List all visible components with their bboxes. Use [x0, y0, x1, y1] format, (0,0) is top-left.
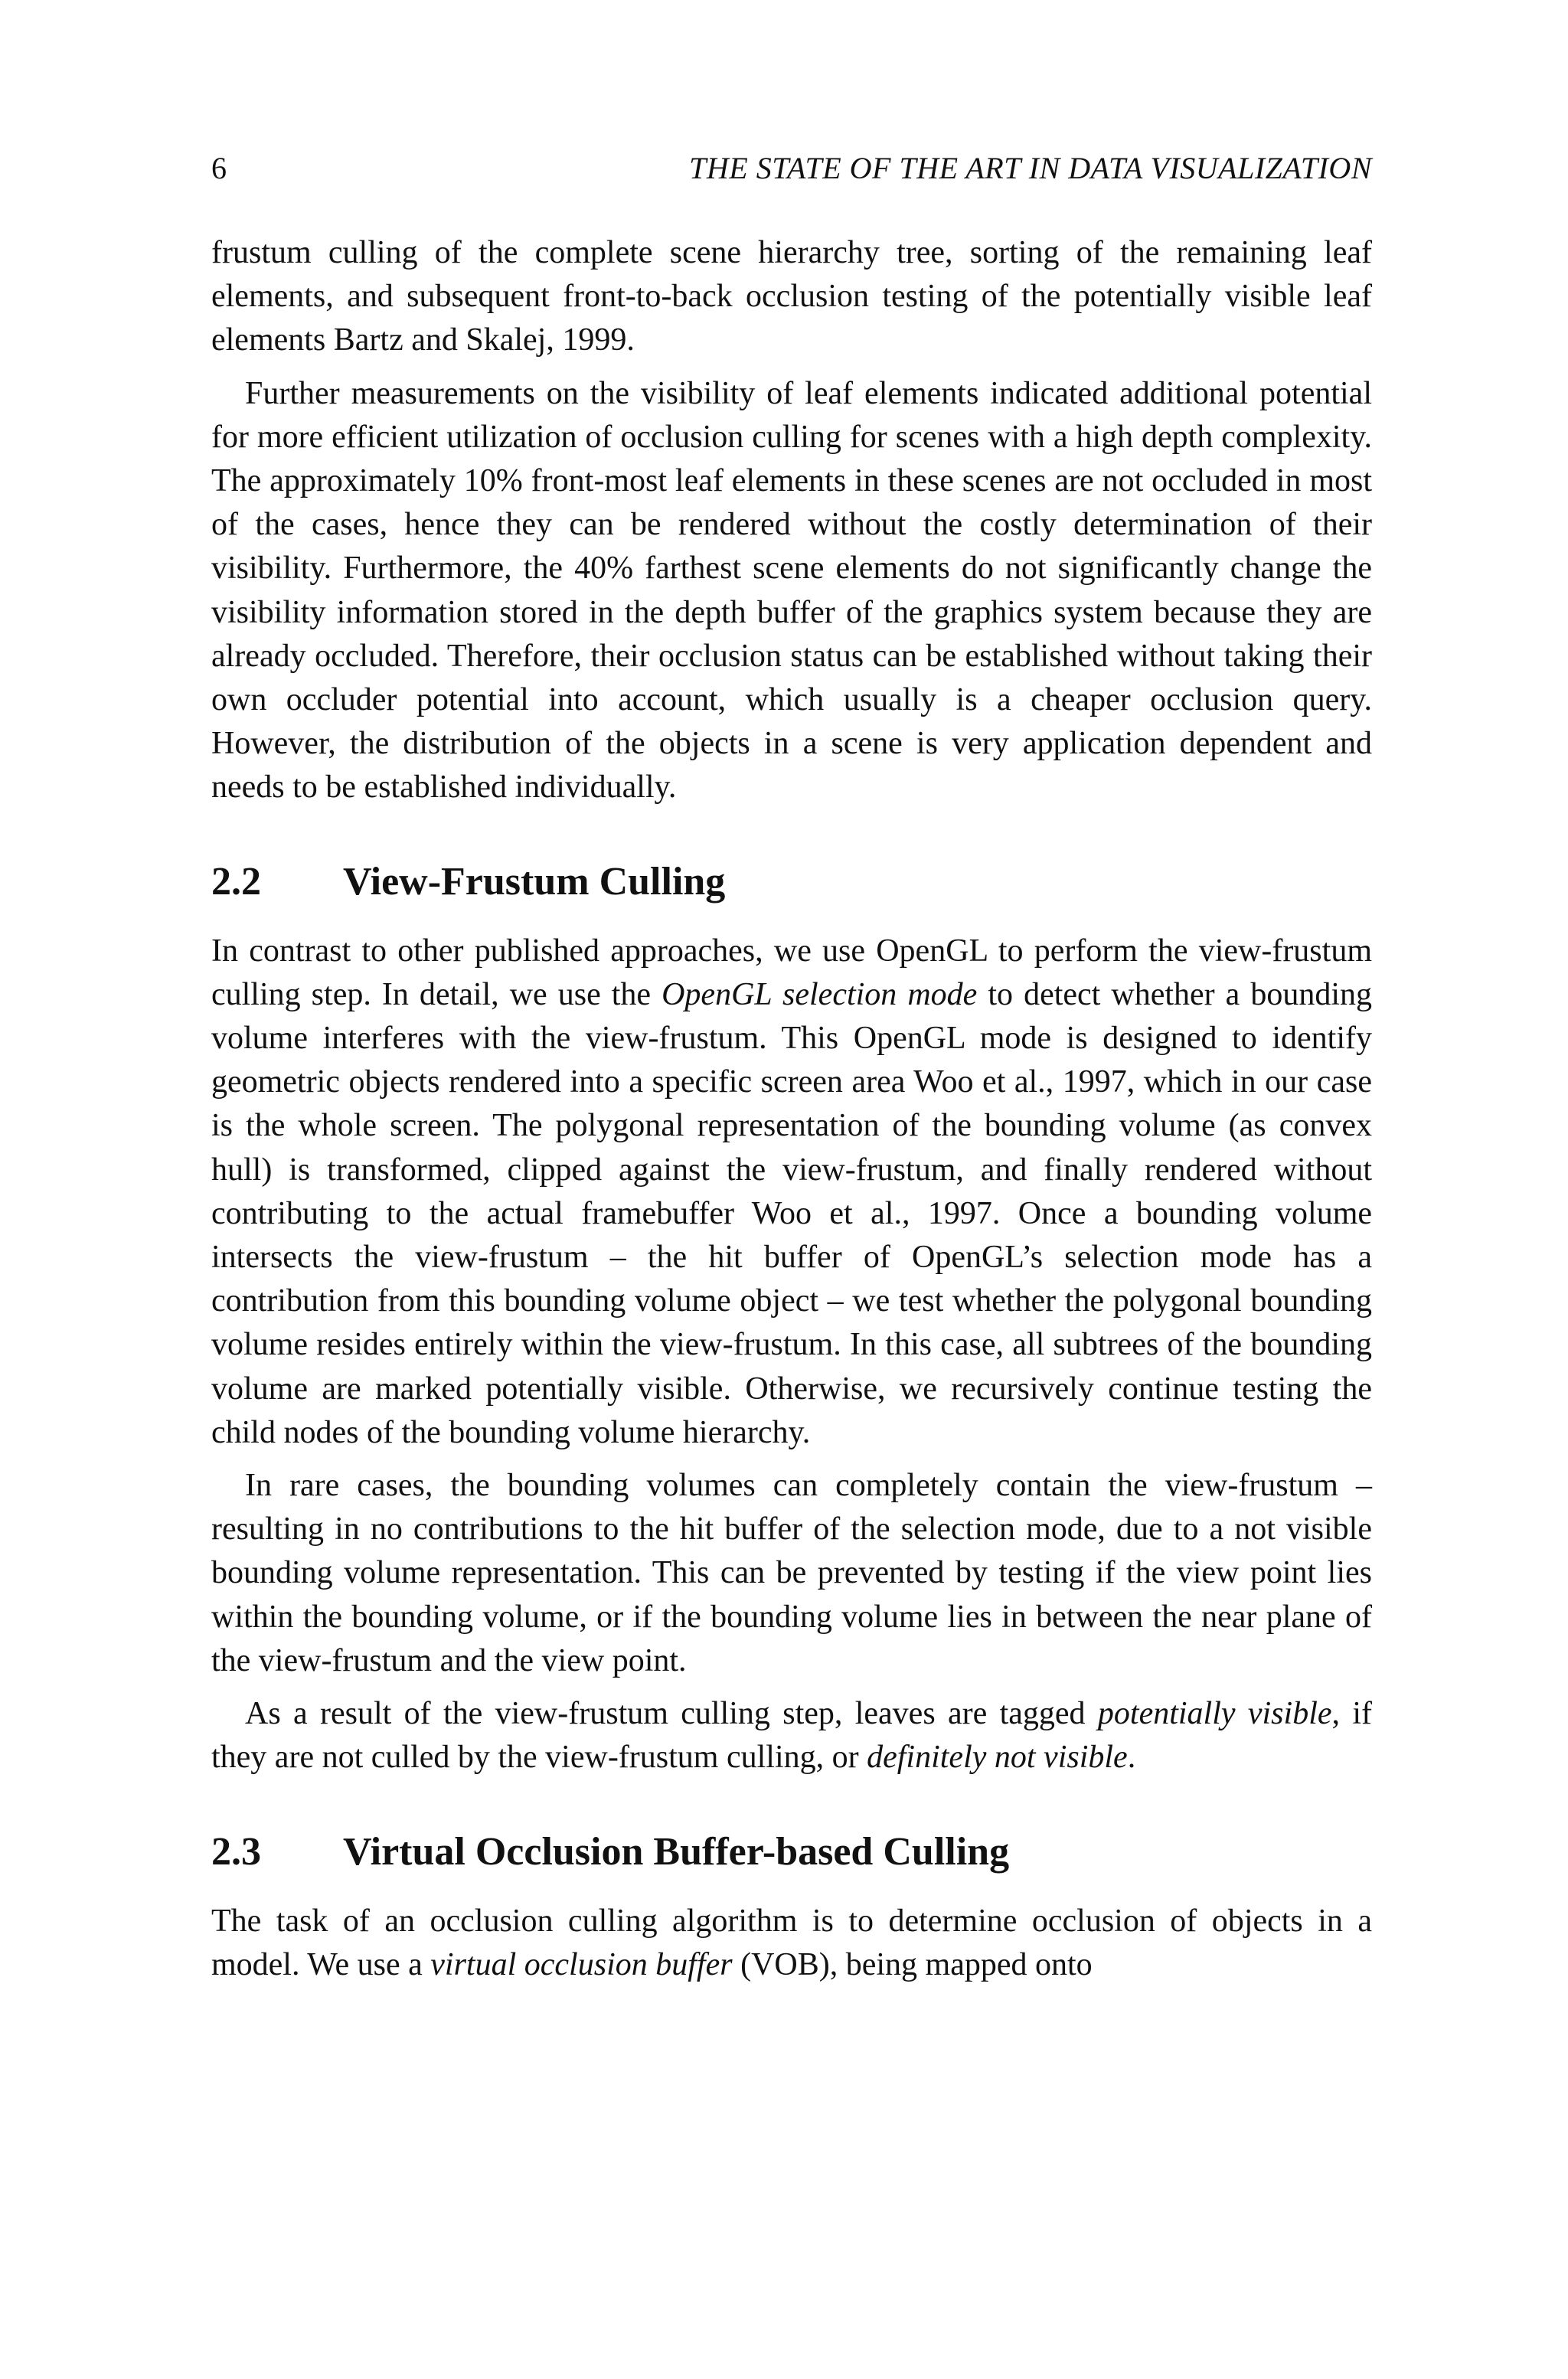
text-run: . [1127, 1740, 1136, 1776]
section-heading-2-2 [211, 858, 1372, 907]
emphasis-virtual-occlusion-buffer: virtual occlusion buffer [430, 1946, 733, 1982]
paragraph-leaf-measurements: Further measurements on the visibility of leaf elements indicated additional potential for more efficient utilization of occlusion culling for scenes with a high depth complexity. The approximately 10% front-most leaf elements in these scenes are not occluded in most of the cases, hence they can be rendered without the costly determination of their visibility. Furthermore, the 40% farthest scene elements do not significantly change the visibility information stored in the depth buffer of the graphics system because they are already occluded. Therefore, their occlusion status can be established without taking their own occluder potential into account, which usually is a cheaper occlusion query. However, the distribution of the objects in a scene is very application dependent and needs to be established individually. [211, 375, 1372, 806]
text-run: In contrast to other published approaches, we use OpenGL to perform the view-frustum culling step. In detail, we use the [211, 933, 1372, 1012]
text-run: (VOB), being mapped onto [732, 1946, 1093, 1982]
paragraph-result-tagging [211, 1692, 1372, 1779]
paragraph-continued: frustum culling of the complete scene hierarchy tree, sorting of the remaining leaf elements, and subsequent front-to-back occlusion testing of the potentially visible leaf elements Bartz and Skalej, 1999. [211, 235, 1372, 358]
running-header [211, 150, 1372, 187]
text-run: As a result of the view-frustum culling step, leaves are tagged [245, 1696, 1098, 1732]
section-number: 2.3 [211, 1829, 261, 1874]
running-title: THE STATE OF THE ART IN DATA VISUALIZATION [689, 151, 1372, 185]
section-heading-2-3 [211, 1828, 1372, 1877]
section-title: View-Frustum Culling [343, 859, 726, 904]
paragraph-occlusion-task [211, 1900, 1372, 1987]
text-run: , if they are not culled by the view-frustum culling, or [211, 1696, 1373, 1776]
paragraph-view-frustum-opengl [211, 930, 1372, 1455]
section-number: 2.2 [211, 859, 261, 904]
section-title: Virtual Occlusion Buffer-based Culling [343, 1829, 1010, 1874]
page [211, 150, 1372, 1987]
text-run: The task of an occlusion culling algorithm is to determine occlusion of objects in a model. We use a [211, 1903, 1372, 1982]
page-number: 6 [211, 151, 227, 185]
paragraph-rare-cases: In rare cases, the bounding volumes can completely contain the view-frustum – resulting in no contributions to the hit buffer of the selection mode, due to a not visible bounding volume representation. This can be prevented by testing if the view point lies within the bounding volume, or if the bounding volume lies in between the near plane of the view-frustum and the view point. [211, 1468, 1372, 1678]
emphasis-definitely-not-visible: definitely not visible [867, 1740, 1128, 1776]
text-run: to detect whether a bounding volume interferes with the view-frustum. This OpenGL mode is designed to identify geometric objects rendered into a specific screen area Woo et al., 1997, which in our case is the whole screen. The polygonal representation of the bounding volume (as convex hull) is transformed, clipped against the view-frustum, and finally rendered without contributing to the actual framebuffer Woo et al., 1997. Once a bounding volume intersects the view-frustum – the hit buffer of OpenGL’s selection mode has a contribution from this bounding volume object – we test whether the polygonal bounding volume resides entirely within the view-frustum. In this case, all subtrees of the bounding volume are marked potentially visible. Otherwise, we recursively continue testing the child nodes of the bounding volume hierarchy. [211, 976, 1373, 1450]
emphasis-potentially-visible: potentially visible [1097, 1696, 1332, 1732]
emphasis-opengl-selection-mode: OpenGL selection mode [662, 976, 978, 1012]
